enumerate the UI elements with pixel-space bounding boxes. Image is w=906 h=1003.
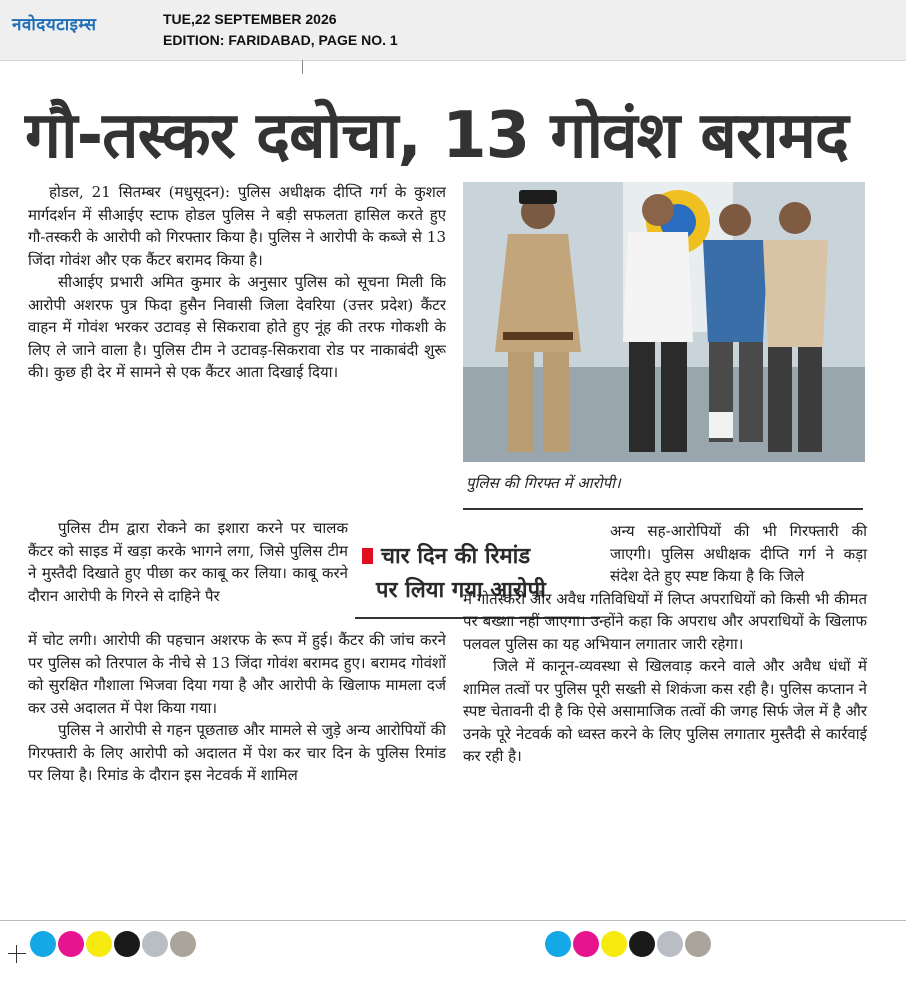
headline: गौ-तस्कर दबोचा, 13 गोवंश बरामद — [25, 99, 848, 173]
color-swatch-3 — [114, 931, 140, 957]
color-swatch-1 — [573, 931, 599, 957]
caption-rule — [463, 508, 863, 510]
color-swatches-left — [30, 931, 196, 957]
left-column — [28, 181, 446, 893]
edition-info — [163, 9, 398, 51]
paragraph-recovery: में चोट लगी। आरोपी की पहचान अशरफ के रूप में हुई। कैंटर की जांच करने पर पुलिस को तिरपाल के नीचे से 13 जिंदा गोवंश बरामद हुए। बरामद गोवंशों को सुरक्षित गौशाला भिजवा दिया गया है और आरोपी के खिलाफ मामला दर्ज कर उसे अदालत में पेश किया गया। — [28, 631, 446, 717]
color-swatch-0 — [545, 931, 571, 957]
color-swatch-2 — [601, 931, 627, 957]
photo-caption: पुलिस की गिरफ्त में आरोपी। — [466, 474, 621, 492]
paragraph-warning: में गोतस्करी और अवैध गतिविधियों में लिप्त अपराधियों को किसी भी कीमत पर बख्शा नहीं जाएगा। उन्होंने कहा कि अपराध और अपराधियों के खिलाफ पलवल पुलिस का यह अभियान लगातार जारी रहेगा। — [463, 589, 867, 653]
color-swatch-3 — [629, 931, 655, 957]
paragraph-dateline: होडल, 21 सितम्बर (मधुसूदन): पुलिस अधीक्षक दीप्ति गर्ग के कुशल मार्गदर्शन में सीआईए स्टाफ होडल पुलिस ने बड़ी सफलता हासिल करते हुए गौ-तस्करी के आरोपी को गिरफ्तार किया है। पुलिस ने आरोपी के कब्जे से 13 जिंदा गोवंश और एक कैंटर बरामद किया है। — [28, 183, 446, 269]
pull-quote-line-2: पर लिया गया आरोपी — [376, 578, 546, 603]
red-square-icon — [362, 548, 373, 564]
right-column — [463, 520, 867, 768]
color-swatch-4 — [142, 931, 168, 957]
paragraph-coaccused: अन्य सह-आरोपियों की भी गिरफ्तारी की जाएगी। पुलिस अधीक्षक दीप्ति गर्ग ने कड़ा संदेश देते हुए स्पष्ट किया है कि जिले — [610, 522, 867, 585]
pull-quote-line-1: चार दिन की रिमांड — [362, 540, 607, 574]
page-bottom-rule — [0, 920, 906, 921]
paragraph-chase: पुलिस टीम द्वारा रोकने का इशारा करने पर चालक कैंटर को साइड में खड़ा करके भागने लगा, जिसे पुलिस टीम ने मुस्तैदी दिखाते हुए पीछा कर काबू कर लिया। काबू करने दौरान आरोपी के गिरने से दाहिने पैर — [28, 519, 348, 605]
left-top-block — [28, 181, 446, 384]
paragraph-crackdown: जिले में कानून-व्यवस्था से खिलवाड़ करने वाले और अवैध धंधों में शामिल तत्वों पर पुलिस पूरी सख्ती से शिकंजा कस रही है। पुलिस कप्तान ने स्पष्ट चेतावनी दी है कि ऐसे असामाजिक तत्वों की जगह सिर्फ जेल में है और उनके पूरे नेटवर्क को ध्वस्त करने के लिए पुलिस लगातार मुस्तैदी से कार्रवाई कर रही है। — [463, 657, 867, 765]
color-swatch-5 — [685, 931, 711, 957]
color-swatches-right — [545, 931, 711, 957]
color-swatch-0 — [30, 931, 56, 957]
date-line: TUE,22 SEPTEMBER 2026 — [163, 11, 337, 27]
left-narrow-block — [28, 517, 348, 607]
registration-mark-icon — [8, 945, 26, 963]
news-photo — [463, 182, 865, 462]
crop-tick — [302, 60, 303, 74]
paragraph-remand: पुलिस ने आरोपी से गहन पूछताछ और मामले से जुड़े अन्य आरोपियों की गिरफ्तारी के लिए आरोपी को अदालत में पेश कर चार दिन के पुलिस रिमांड पर लिया है। रिमांड के दौरान इस नेटवर्क में शामिल — [28, 721, 446, 784]
color-swatch-5 — [170, 931, 196, 957]
color-swatch-1 — [58, 931, 84, 957]
edition-line: EDITION: FARIDABAD, PAGE NO. 1 — [163, 32, 398, 48]
color-swatch-4 — [657, 931, 683, 957]
newspaper-logo: नवोदयटाइम्स — [12, 15, 97, 35]
left-full-block — [28, 629, 446, 787]
police-arrest-photo — [463, 182, 865, 462]
color-swatch-2 — [86, 931, 112, 957]
edition-header — [0, 0, 906, 61]
paragraph-informant: सीआईए प्रभारी अमित कुमार के अनुसार पुलिस को सूचना मिली कि आरोपी अशरफ पुत्र फिदा हुसैन निवासी जिला देवरिया (उत्तर प्रदेश) कैंटर वाहन में गोवंश भरकर उटावड़ से सिकरावा होते हुए नूंह की तरफ गोकशी के लिए ले जाने वाला है। पुलिस टीम ने उटावड़-सिकरावा रोड पर नाकाबंदी शुरू की। कुछ ही देर में सामने से एक कैंटर आता दिखाई दिया। — [28, 273, 446, 381]
